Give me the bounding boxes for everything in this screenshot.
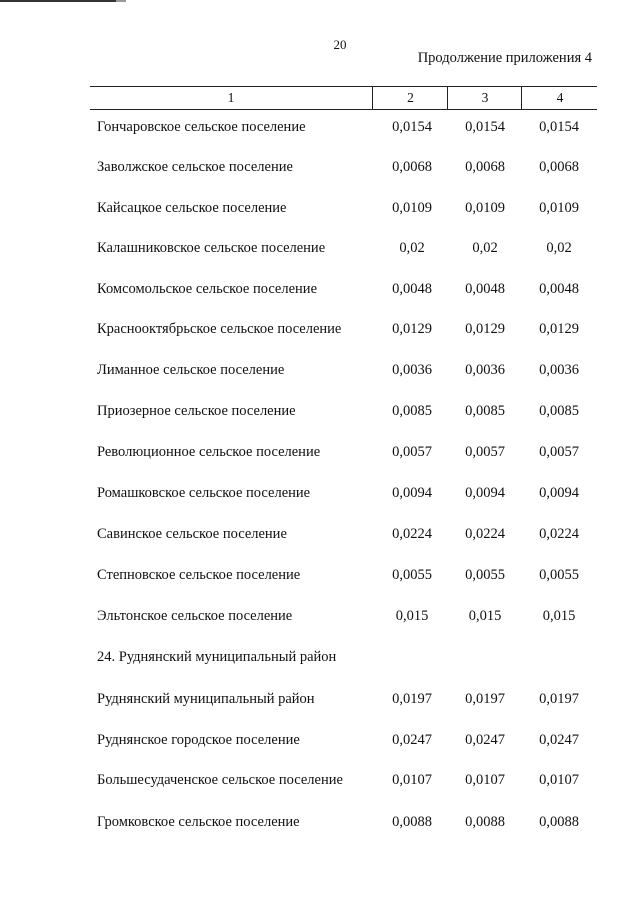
row-value-col3: 0,0057 — [465, 444, 505, 460]
row-value-col3: 0,0197 — [465, 691, 505, 707]
row-value-col2: 0,0094 — [392, 485, 432, 501]
header-col-4: 4 — [521, 87, 598, 109]
row-name: Ромашковское сельское поселение — [97, 485, 311, 501]
row-value-col2: 0,02 — [399, 240, 425, 256]
row-value-col2: 0,0224 — [392, 526, 432, 542]
row-value-col3: 0,0085 — [465, 403, 505, 419]
section-heading-row — [0, 646, 640, 668]
table-row — [0, 523, 640, 545]
table-row — [0, 811, 640, 833]
row-name: Руднянское городское поселение — [97, 732, 300, 748]
row-name: Степновское сельское поселение — [97, 567, 301, 583]
row-value-col4: 0,0068 — [539, 159, 579, 175]
row-name: Громковское сельское поселение — [97, 814, 300, 830]
table-row — [0, 278, 640, 300]
row-value-col3: 0,0247 — [465, 732, 505, 748]
row-value-col2: 0,0068 — [392, 159, 432, 175]
row-value-col4: 0,0036 — [539, 362, 579, 378]
row-value-col4: 0,0055 — [539, 567, 579, 583]
row-value-col4: 0,0197 — [539, 691, 579, 707]
row-value-col3: 0,0048 — [465, 281, 505, 297]
row-name: Лиманное сельское поселение — [97, 362, 285, 378]
table-row — [0, 197, 640, 219]
row-name: Савинское сельское поселение — [97, 526, 287, 542]
row-value-col3: 0,0036 — [465, 362, 505, 378]
row-name: Кайсацкое сельское поселение — [97, 200, 287, 216]
row-value-col4: 0,0154 — [539, 119, 579, 135]
row-value-col2: 0,015 — [395, 608, 429, 624]
row-value-col4: 0,0224 — [539, 526, 579, 542]
row-value-col2: 0,0247 — [392, 732, 432, 748]
row-name: Революционное сельское поселение — [97, 444, 321, 460]
row-value-col2: 0,0055 — [392, 567, 432, 583]
row-name: Краснооктябрьское сельское поселение — [97, 321, 342, 337]
row-value-col4: 0,0107 — [539, 772, 579, 788]
row-value-col3: 0,0224 — [465, 526, 505, 542]
row-value-col2: 0,0107 — [392, 772, 432, 788]
table-row — [0, 441, 640, 463]
row-value-col4: 0,015 — [542, 608, 576, 624]
row-value-col3: 0,0094 — [465, 485, 505, 501]
row-value-col2: 0,0085 — [392, 403, 432, 419]
row-name: Калашниковское сельское поселение — [97, 240, 326, 256]
row-value-col4: 0,0129 — [539, 321, 579, 337]
row-name: Большесудаченское сельское поселение — [97, 772, 343, 788]
row-value-col2: 0,0197 — [392, 691, 432, 707]
row-value-col2: 0,0048 — [392, 281, 432, 297]
table-row — [0, 688, 640, 710]
row-value-col3: 0,0055 — [465, 567, 505, 583]
continuation-label: Продолжение приложения 4 — [417, 50, 592, 66]
row-value-col4: 0,0057 — [539, 444, 579, 460]
scan-edge-mark — [0, 0, 116, 2]
row-value-col4: 0,0094 — [539, 485, 579, 501]
header-col-1: 1 — [227, 90, 235, 105]
table-row — [0, 605, 640, 627]
row-value-col3: 0,02 — [472, 240, 498, 256]
header-col-3: 3 — [447, 87, 522, 109]
table-row — [0, 318, 640, 340]
header-col-2: 2 — [372, 87, 448, 109]
section-heading: 24. Руднянский муниципальный район — [97, 649, 337, 665]
table-row — [0, 769, 640, 791]
row-value-col2: 0,0129 — [392, 321, 432, 337]
table-row — [0, 729, 640, 751]
row-name: Гончаровское сельское поселение — [97, 119, 306, 135]
row-value-col3: 0,0068 — [465, 159, 505, 175]
row-value-col4: 0,02 — [546, 240, 572, 256]
table-row — [0, 116, 640, 138]
row-value-col4: 0,0085 — [539, 403, 579, 419]
row-value-col3: 0,0107 — [465, 772, 505, 788]
row-value-col4: 0,0247 — [539, 732, 579, 748]
table-row — [0, 400, 640, 422]
row-value-col2: 0,0088 — [392, 814, 432, 830]
row-value-col2: 0,0036 — [392, 362, 432, 378]
row-name: Комсомольское сельское поселение — [97, 281, 317, 297]
row-value-col2: 0,0109 — [392, 200, 432, 216]
scan-edge-mark-light — [116, 0, 126, 2]
table-row — [0, 156, 640, 178]
page-number: 20 — [333, 37, 347, 52]
row-value-col4: 0,0088 — [539, 814, 579, 830]
row-name: Заволжское сельское поселение — [97, 159, 293, 175]
row-value-col4: 0,0048 — [539, 281, 579, 297]
table-row — [0, 359, 640, 381]
row-value-col2: 0,0154 — [392, 119, 432, 135]
row-name: Приозерное сельское поселение — [97, 403, 296, 419]
row-value-col2: 0,0057 — [392, 444, 432, 460]
table-header — [90, 86, 597, 110]
row-value-col4: 0,0109 — [539, 200, 579, 216]
table-row — [0, 564, 640, 586]
row-value-col3: 0,0154 — [465, 119, 505, 135]
table-row — [0, 482, 640, 504]
row-value-col3: 0,0088 — [465, 814, 505, 830]
row-name: Эльтонское сельское поселение — [97, 608, 293, 624]
row-value-col3: 0,015 — [468, 608, 502, 624]
table-row — [0, 237, 640, 259]
row-name: Руднянский муниципальный район — [97, 691, 315, 707]
row-value-col3: 0,0109 — [465, 200, 505, 216]
row-value-col3: 0,0129 — [465, 321, 505, 337]
